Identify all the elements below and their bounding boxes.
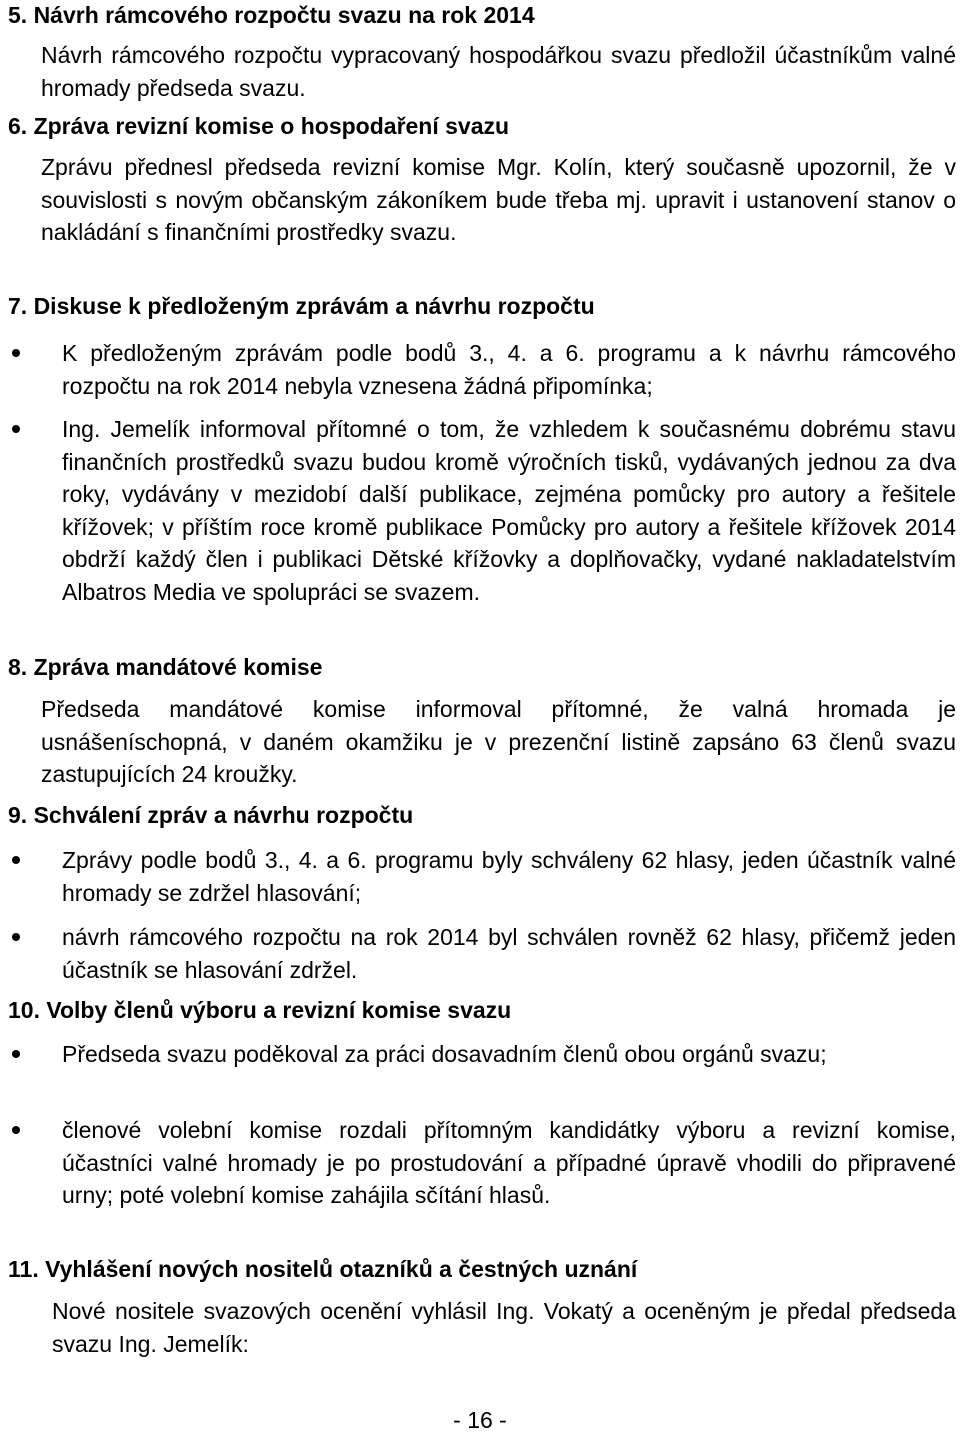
bullet-icon [12,1126,20,1134]
bullet-icon [12,933,20,941]
section-5-heading: 5. Návrh rámcového rozpočtu svazu na rok 2014 [8,2,535,28]
bullet-icon [12,425,20,433]
section-8-heading: 8. Zpráva mandátové komise [8,654,323,680]
section-11-paragraph: Nové nositele svazových ocenění vyhlásil Ing. Vokatý a oceněným je předal předseda svazu Ing. Jemelík: [52,1298,956,1357]
section-5-paragraph: Návrh rámcového rozpočtu vypracovaný hospodářkou svazu předložil účastníkům valné hromady předseda svazu. [41,42,956,101]
document-page: 5. Návrh rámcového rozpočtu svazu na rok 2014 Návrh rámcového rozpočtu vypracovaný hospodářkou svazu předložil účastníkům valné hromady předseda svazu. 6. Zpráva revizní komise o hospodaření svazu Zprávu přednesl předseda revizní komise Mgr. Kolín, který současně upozornil, že v souvislosti s novým občanským zákoníkem bude třeba mj. upravit i ustanovení stanov o nakládání s finančními prostředky svazu. 7. Diskuse k předloženým zprávám a návrhu rozpočtu K předloženým zprávám podle bodů 3., 4. a 6. programu a k návrhu rámcového rozpočtu na rok 2014 nebyla vznesena žádná připomínka; Ing. Jemelík informoval přítomné o tom, že vzhledem k současnému dobrému stavu finančních prostředků svazu budou kromě výročních tisků, vydávaných jednou za dva roky, vydávány v mezidobí další publikace, zejména pomůcky pro autory a řešitele křížovek; v příštím roce kromě publikace Pomůcky pro autory a řešitele křížovek 2014 obdrží každý člen i publikaci Dětské křížovky a doplňovačky, vydané nakladatelstvím Albatros Media ve spolupráci se svazem. 8. Zpráva mandátové komise Předseda mandátové komise informoval přítomné, že valná hromada je usnášeníschopná, v daném okamžiku je v prezenční listině zapsáno 63 členů svazu zastupujících 24 kroužky. 9. Schválení zpráv a návrhu rozpočtu Zprávy podle bodů 3., 4. a 6. programu byly schváleny 62 hlasy, jeden účastník valné hromady se zdržel hlasování; návrh rámcového rozpočtu na rok 2014 byl schválen rovněž 62 hlasy, přičemž jeden účastník se hlasování zdržel. 10. Volby členů výboru a revizní komise svazu Předseda svazu poděkoval za práci dosavadním členů obou orgánů svazu; členové volební komise rozdali přítomným kandidátky výboru a revizní komise, účastníci valné hromady je po prostudování a případné úpravě vhodili do připravené urny; poté volební komise zahájila sčítání hlasů. 11. Vyhlášení nových nositelů otazníků a čestných uznání Nové nositele svazových ocenění vyhlásil Ing. Vokatý a oceněným je předal předseda svazu Ing. Jemelík: - 16 - [0,0,960,1437]
bullet-icon [12,349,20,357]
section-8-paragraph: Předseda mandátové komise informoval přítomné, že valná hromada je usnášeníschopná, v daném okamžiku je v prezenční listině zapsáno 63 členů svazu zastupujících 24 kroužky. [41,696,956,787]
section-6-paragraph: Zprávu přednesl předseda revizní komise Mgr. Kolín, který současně upozornil, že v souvislosti s novým občanským zákoníkem bude třeba mj. upravit i ustanovení stanov o nakládání s finančními prostředky svazu. [41,154,956,245]
section-7-heading: 7. Diskuse k předloženým zprávám a návrhu rozpočtu [8,293,595,319]
bullet-icon [12,1050,20,1058]
section-10-heading: 10. Volby členů výboru a revizní komise svazu [8,997,512,1023]
section-6-heading: 6. Zpráva revizní komise o hospodaření svazu [8,113,510,139]
section-11-heading: 11. Vyhlášení nových nositelů otazníků a čestných uznání [8,1256,638,1282]
page-number: - 16 - [453,1407,507,1433]
bullet-icon [12,856,20,864]
section-9-heading: 9. Schválení zpráv a návrhu rozpočtu [8,802,414,828]
